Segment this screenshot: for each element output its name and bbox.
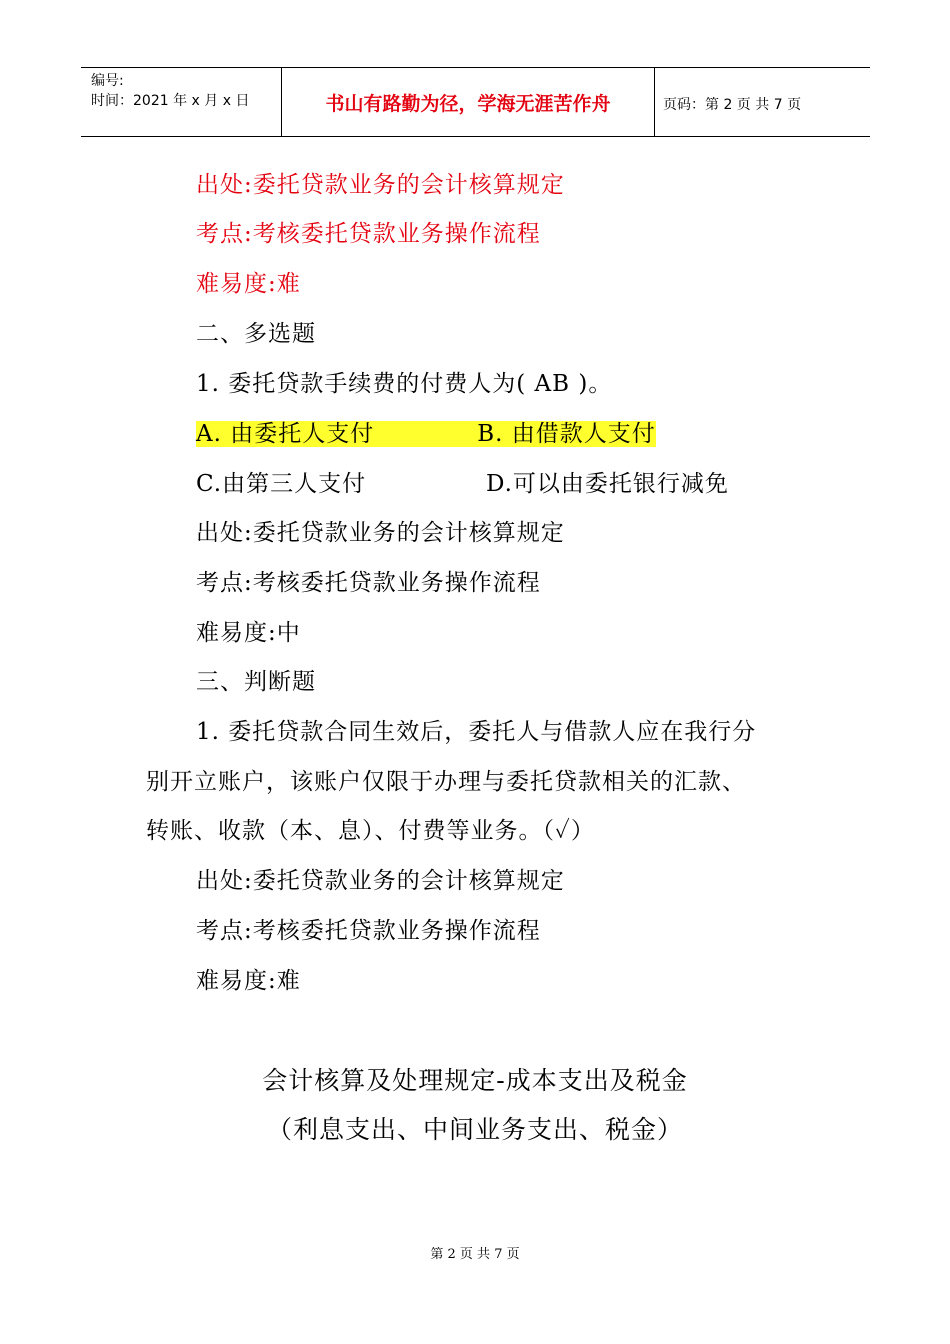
difficulty-line: 难易度:难: [196, 271, 301, 297]
source-line: 出处:委托贷款业务的会计核算规定: [196, 520, 565, 546]
page-header: [81, 67, 870, 137]
difficulty-line: 难易度:中: [196, 620, 301, 646]
difficulty-line: 难易度:难: [196, 968, 301, 994]
option-c: C.由第三人支付: [196, 471, 367, 497]
header-right-cell: [655, 68, 870, 136]
document-number-label: 编号:: [91, 73, 124, 89]
section-title-true-false: 三、判断题: [196, 669, 316, 695]
source-line: 出处:委托贷款业务的会计核算规定: [196, 172, 565, 198]
question-text-line-1: 1. 委托贷款合同生效后，委托人与借款人应在我行分: [196, 719, 757, 745]
option-d: D.可以由委托银行减免: [486, 471, 729, 497]
point-line: 考点:考核委托贷款业务操作流程: [196, 570, 541, 596]
header-page-number: 页码：第 2 页 共 7 页: [663, 97, 802, 113]
answer-options-row-1: [196, 419, 656, 449]
document-time-label: 时间：2021 年 x 月 x 日: [91, 93, 250, 109]
question-text-line-2: 别开立账户，该账户仅限于办理与委托贷款相关的汇款、: [146, 769, 746, 795]
header-motto: 书山有路勤为径，学海无涯苦作舟: [325, 93, 611, 115]
chapter-title-line-1: 会计核算及处理规定-成本支出及税金: [262, 1066, 688, 1095]
option-a: A. 由委托人支付: [196, 421, 477, 447]
chapter-title-line-2: （利息支出、中间业务支出、税金）: [266, 1115, 683, 1144]
header-left-cell: [81, 68, 282, 136]
page-footer: 第 2 页 共 7 页: [430, 1247, 520, 1262]
source-line: 出处:委托贷款业务的会计核算规定: [196, 868, 565, 894]
option-b: B. 由借款人支付: [477, 421, 656, 447]
point-line: 考点:考核委托贷款业务操作流程: [196, 221, 541, 247]
section-title-multiple-choice: 二、多选题: [196, 321, 316, 347]
header-center-cell: [282, 68, 655, 136]
question-text-line-3: 转账、收款（本、息）、付费等业务。（✓）: [146, 818, 595, 844]
point-line: 考点:考核委托贷款业务操作流程: [196, 918, 541, 944]
question-text: 1. 委托贷款手续费的付费人为( AB )。: [196, 371, 613, 397]
